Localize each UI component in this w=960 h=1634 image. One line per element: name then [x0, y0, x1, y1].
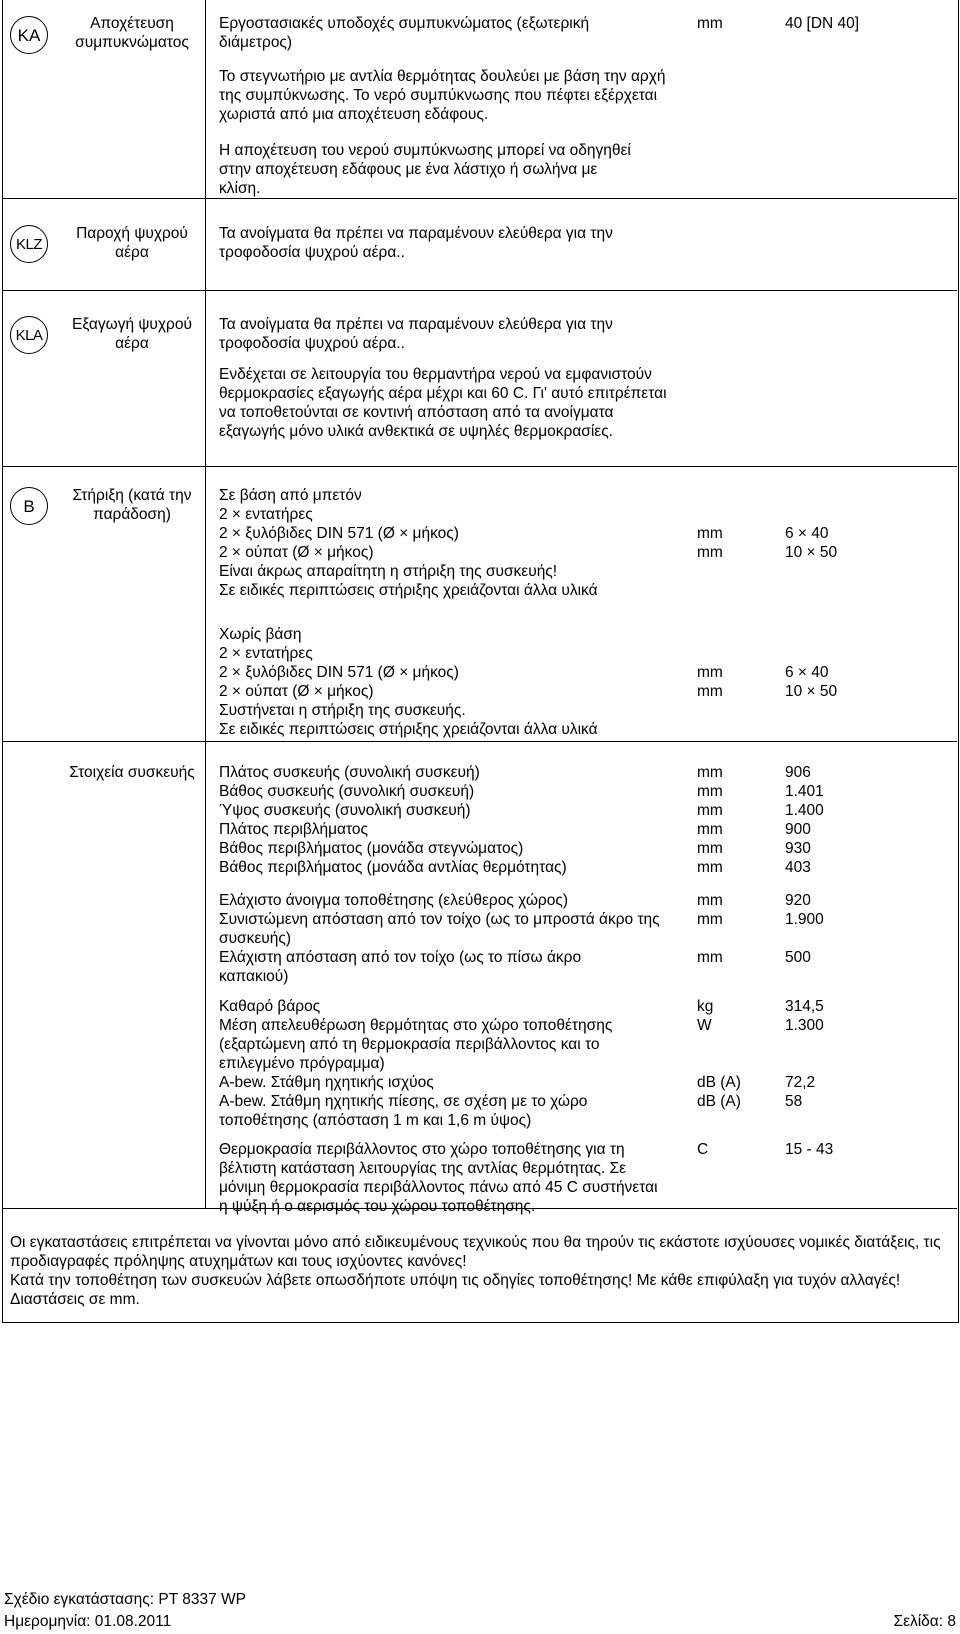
- code-badge-kla: KLA: [10, 316, 48, 354]
- spec-heat-release: Μέση απελευθέρωση θερμότητας στο χώρο τοποθέτησης (εξαρτώμενη από τη θερμοκρασία περιβάλλοντος και το επιλεγμένο πρόγραμμα): [219, 1017, 613, 1072]
- mount-line: Σε ειδικές περιπτώσεις στήριξης χρειάζονται άλλα υλικά: [219, 721, 598, 738]
- mount-line: Σε βάση από μπετόν: [219, 487, 362, 504]
- row-label-b: Στήριξη (κατά την παράδοση): [72, 487, 192, 523]
- value-cell: 500: [785, 949, 811, 966]
- unit-cell: kg: [697, 998, 714, 1015]
- mount-line: 2 × ούπατ (Ø × μήκος): [219, 544, 374, 561]
- value-cell: 900: [785, 821, 811, 838]
- value-cell: 58: [785, 1093, 803, 1110]
- value-cell: 15 - 43: [785, 1141, 834, 1158]
- row-desc-ka-3: Η αποχέτευση του νερού συμπύκνωσης μπορεί να οδηγηθεί στην αποχέτευση εδάφους με ένα λάστιχο ή σωλήνα με κλίση.: [219, 142, 631, 197]
- unit-cell: mm: [697, 892, 723, 909]
- note-paragraph: Οι εγκαταστάσεις επιτρέπεται να γίνονται μόνο από ειδικευμένους τεχνικούς που θα τηρούν τις εκάστοτε ισχύουσες νομικές διατάξεις, τις προδιαγραφές πρόληψης ατυχημάτων και τους ισχύοντες κανόνες!: [10, 1234, 941, 1270]
- unit-cell: mm: [697, 664, 723, 681]
- value-cell: 403: [785, 859, 811, 876]
- footer-plan-title: Σχέδιο εγκατάστασης: PT 8337 WP: [4, 1591, 246, 1608]
- row-label-klz: Παροχή ψυχρού αέρα: [76, 225, 188, 261]
- unit-cell: mm: [697, 949, 723, 966]
- row-label-kla: Εξαγωγή ψυχρού αέρα: [72, 316, 192, 352]
- unit-cell: dB (A): [697, 1074, 741, 1091]
- unit-cell: C: [697, 1141, 709, 1158]
- unit-cell: mm: [697, 802, 723, 819]
- unit-cell: W: [697, 1017, 712, 1034]
- unit-cell: mm: [697, 544, 723, 561]
- mount-line: Συστήνεται η στήριξη της συσκευής.: [219, 702, 466, 719]
- spec-min-opening: Ελάχιστο άνοιγμα τοποθέτησης (ελεύθερος χώρος): [219, 892, 568, 909]
- spec-rec-wall-distance: Συνιστώμενη απόσταση από τον τοίχο (ως το μπροστά άκρο της συσκευής): [219, 911, 660, 947]
- value-cell: 906: [785, 764, 811, 781]
- spec-ambient-temp: Θερμοκρασία περιβάλλοντος στο χώρο τοποθέτησης για τη βέλτιστη κατάσταση λειτουργίας της αντλίας θερμότητας. Σε μόνιμη θερμοκρασία περιβάλλοντος πάνω από 45 C συστήνεται η ψύξη ή ο αερισμός του χώρου τοποθέτησης.: [219, 1141, 658, 1215]
- unit-cell: mm: [697, 859, 723, 876]
- row-divider: [2, 741, 957, 742]
- installation-note: [10, 1233, 945, 1309]
- row-divider: [2, 198, 957, 199]
- row-desc-ka-2: Το στεγνωτήριο με αντλία θερμότητας δουλεύει με βάση την αρχή της συμπύκνωσης. Το νερό συμπύκνωσης που πέφτει εξέρχεται χωριστά από μια αποχέτευση εδάφους.: [219, 68, 666, 123]
- code-badge-ka: KA: [10, 16, 48, 54]
- mount-line: 2 × ξυλόβιδες DIN 571 (Ø × μήκος): [219, 525, 459, 542]
- spec-line: Βάθος συσκευής (συνολική συσκευή): [219, 783, 475, 800]
- mount-line: 2 × εντατήρες: [219, 645, 313, 662]
- unit-cell: mm: [697, 764, 723, 781]
- value-cell: 1.900: [785, 911, 824, 928]
- spec-net-weight: Καθαρό βάρος: [219, 998, 321, 1015]
- value-cell: 1.401: [785, 783, 824, 800]
- mount-line: Σε ειδικές περιπτώσεις στήριξης χρειάζονται άλλα υλικά: [219, 582, 598, 599]
- unit-cell: dB (A): [697, 1093, 741, 1110]
- code-badge-klz: KLZ: [10, 225, 48, 263]
- mount-line: 2 × εντατήρες: [219, 506, 313, 523]
- unit-cell: mm: [697, 783, 723, 800]
- value-cell: 930: [785, 840, 811, 857]
- note-paragraph: Κατά την τοποθέτηση των συσκευών λάβετε οπωσδήποτε υπόψη τις οδηγίες τοποθέτησης! Με κάθε επιφύλαξη για τυχόν αλλαγές! Διαστάσεις σε mm.: [10, 1272, 901, 1308]
- mount-group-nobase-units: [697, 663, 767, 701]
- code-badge-b: B: [10, 487, 48, 525]
- row-value-ka: 40 [DN 40]: [785, 15, 860, 32]
- value-cell: 314,5: [785, 998, 824, 1015]
- mount-group-nobase: [219, 625, 669, 739]
- value-cell: 10 × 50: [785, 544, 838, 561]
- spec-line: Πλάτος συσκευής (συνολική συσκευή): [219, 764, 480, 781]
- spec-sound-pressure: A-bew. Στάθμη ηχητικής πίεσης, σε σχέση με το χώρο τοποθέτησης (απόσταση 1 m και 1,6 m ύψος): [219, 1093, 588, 1129]
- footer-date: Ημερομηνία: 01.08.2011: [4, 1613, 172, 1630]
- spec-line: Βάθος περιβλήματος (μονάδα αντλίας θερμότητας): [219, 859, 567, 876]
- unit-cell: mm: [697, 911, 723, 928]
- mount-group-concrete-units: [697, 524, 767, 562]
- column-divider: [205, 0, 206, 1208]
- spec-min-back-distance: Ελάχιστη απόσταση από τον τοίχο (ως το πίσω άκρο καπακιού): [219, 949, 582, 985]
- mount-line: 2 × ξυλόβιδες DIN 571 (Ø × μήκος): [219, 664, 459, 681]
- spec-line: Πλάτος περιβλήματος: [219, 821, 369, 838]
- row-desc-kla-1: Τα ανοίγματα θα πρέπει να παραμένουν ελεύθερα για την τροφοδοσία ψυχρού αέρα..: [219, 316, 613, 352]
- mount-line: 2 × ούπατ (Ø × μήκος): [219, 683, 374, 700]
- unit-cell: mm: [697, 821, 723, 838]
- row-label-ka: Αποχέτευση συμπυκνώματος: [75, 15, 189, 51]
- row-label-specs: Στοιχεία συσκευής: [69, 764, 195, 781]
- unit-cell: mm: [697, 525, 723, 542]
- mount-line: Χωρίς βάση: [219, 626, 302, 643]
- row-desc-klz: Τα ανοίγματα θα πρέπει να παραμένουν ελεύθερα για την τροφοδοσία ψυχρού αέρα..: [219, 225, 613, 261]
- unit-cell: mm: [697, 683, 723, 700]
- value-cell: 6 × 40: [785, 664, 829, 681]
- footer-page-number: Σελίδα: 8: [893, 1613, 956, 1630]
- spec-sound-power: A-bew. Στάθμη ηχητικής ισχύος: [219, 1074, 434, 1091]
- value-cell: 72,2: [785, 1074, 816, 1091]
- value-cell: 1.300: [785, 1017, 824, 1034]
- mount-group-concrete: [219, 486, 669, 600]
- mount-group-concrete-values: [785, 524, 945, 562]
- spec-line: Ύψος συσκευής (συνολική συσκευή): [219, 802, 471, 819]
- value-cell: 6 × 40: [785, 525, 829, 542]
- row-divider: [2, 290, 957, 291]
- value-cell: 10 × 50: [785, 683, 838, 700]
- spec-line: Βάθος περιβλήματος (μονάδα στεγνώματος): [219, 840, 524, 857]
- mount-line: Είναι άκρως απαραίτητη η στήριξη της συσκευής!: [219, 563, 558, 580]
- unit-cell: mm: [697, 840, 723, 857]
- specs-dimensions: [219, 763, 669, 877]
- row-unit-ka: mm: [697, 15, 723, 32]
- specs-dimensions-units: [697, 763, 767, 877]
- specs-dimensions-values: [785, 763, 945, 877]
- mount-group-nobase-values: [785, 663, 945, 701]
- value-cell: 1.400: [785, 802, 824, 819]
- row-desc-ka-1: Εργοστασιακές υποδοχές συμπυκνώματος (εξωτερική διάμετρος): [219, 15, 590, 51]
- row-desc-kla-2: Ενδέχεται σε λειτουργία του θερμαντήρα νερού να εμφανιστούν θερμοκρασίες εξαγωγής αέρα μέχρι και 60 C. Γι' αυτό επιτρέπεται να τοποθετούνται σε κοντινή απόσταση από τα ανοίγματα εξαγωγής μόνο υλικά ανθεκτικά σε υψηλές θερμοκρασίες.: [219, 366, 667, 440]
- row-divider: [2, 466, 957, 467]
- value-cell: 920: [785, 892, 811, 909]
